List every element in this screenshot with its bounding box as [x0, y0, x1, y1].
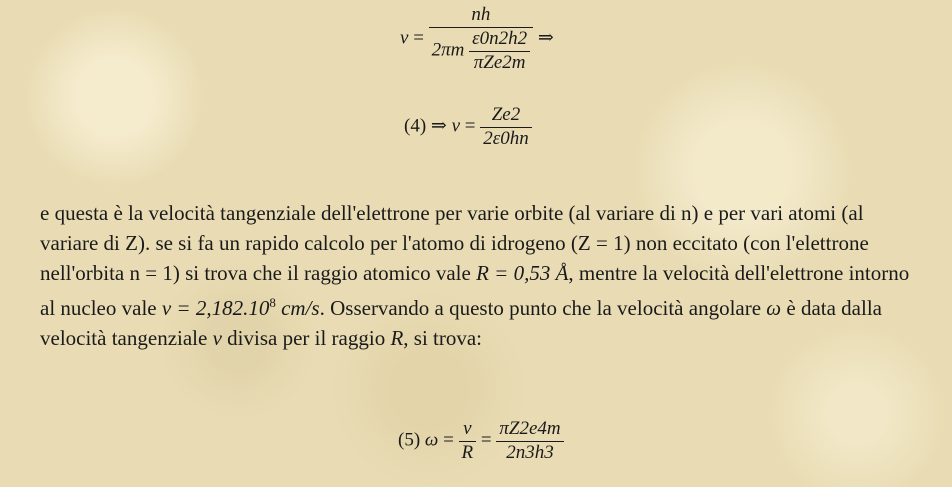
eq1-denominator: [429, 28, 534, 75]
eq1-inner-denominator: πZe2m: [473, 51, 526, 73]
para-math-exponent: 8: [269, 295, 276, 310]
eq1-den-prefix: 2πm: [431, 39, 465, 61]
eq4-fraction: [480, 104, 532, 151]
para-math-omega: ω: [766, 296, 782, 320]
para-text-4: è data dalla velocità tangenziale: [40, 296, 882, 350]
para-math-unit: cm/s: [275, 296, 320, 320]
eq5-f1-numerator: v: [459, 418, 477, 442]
equation-5: [398, 418, 564, 465]
eq5-label: (5): [398, 429, 421, 451]
eq5-fraction-1: [459, 418, 477, 465]
para-text-5: divisa per il raggio: [221, 326, 391, 350]
eq5-f2-denominator: 2n3h3: [506, 441, 554, 463]
equation-4: [404, 104, 532, 151]
eq1-equals: =: [413, 27, 424, 49]
eq5-fraction-2: [496, 418, 563, 465]
eq5-equals-2: =: [480, 429, 492, 451]
eq5-equals-1: =: [443, 429, 454, 451]
para-text-1: e questa è la velocità tangenziale dell'elettrone per varie orbite (al variare di n) e per vari atomi (al variare di Z). se si fa un rapido calcolo per l'atomo di idrogeno (Z = 1) non eccitato (con l'elettrone nell'orbita n = 1) si trova che il raggio atomico vale: [40, 201, 869, 285]
eq1-inner-fraction: [469, 28, 530, 75]
eq5-f2-numerator: πZ2e4m: [496, 418, 563, 442]
para-text-3: . Osservando a questo punto che la velocità angolare: [319, 296, 767, 320]
eq1-implies-arrow: ⇒: [537, 27, 554, 49]
para-math-r: R: [390, 326, 404, 350]
para-math-radius: R = 0,53 Å: [476, 261, 569, 285]
eq4-equals: =: [464, 115, 476, 137]
para-math-velocity: v = 2,182.10: [161, 296, 270, 320]
para-text-2: , mentre la velocità dell'elettrone intorno al nucleo vale: [40, 261, 910, 320]
eq4-implies-arrow: ⇒: [430, 115, 447, 137]
eq4-denominator: 2ε0hn: [483, 127, 529, 149]
eq1-numerator: nh: [429, 4, 534, 28]
para-math-v: v: [212, 326, 222, 350]
para-text-6: , si trova:: [403, 326, 483, 350]
eq4-lhs: v: [451, 115, 461, 137]
eq4-numerator: Ze2: [480, 104, 532, 128]
eq5-f1-denominator: R: [461, 441, 474, 463]
eq5-lhs: ω: [424, 429, 439, 451]
eq4-label: (4): [404, 115, 427, 137]
eq1-fraction: [429, 4, 534, 74]
equation-1: [400, 4, 554, 74]
eq1-lhs: v: [400, 27, 409, 49]
eq1-inner-numerator: ε0n2h2: [469, 28, 530, 52]
body-paragraph: [40, 198, 910, 353]
